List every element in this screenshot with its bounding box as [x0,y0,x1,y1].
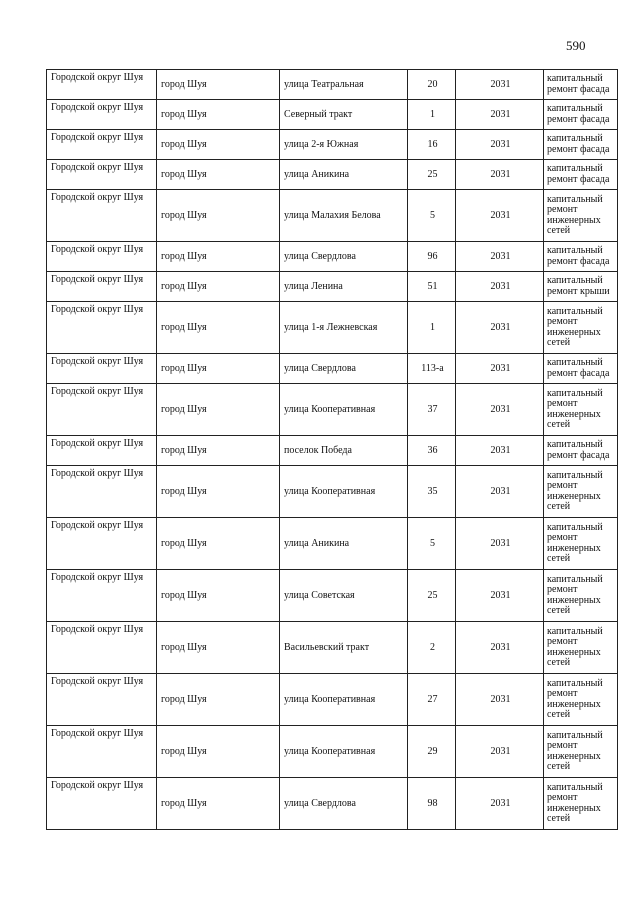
table-row [47,70,618,100]
cell-city: город Шуя [157,272,280,302]
page-number: 590 [566,38,586,53]
cell-street: улица Советская [280,570,408,622]
cell-work: капитальный ремонт инженерных сетей [544,778,618,830]
cell-work: капитальный ремонт инженерных сетей [544,674,618,726]
table-row [47,778,618,830]
cell-city: город Шуя [157,726,280,778]
cell-year: 2031 [456,160,544,190]
cell-year: 2031 [456,70,544,100]
cell-year: 2031 [456,272,544,302]
cell-work: капитальный ремонт инженерных сетей [544,384,618,436]
cell-district: Городской округ Шуя [47,674,157,726]
cell-district: Городской округ Шуя [47,778,157,830]
table-row [47,726,618,778]
cell-work: капитальный ремонт фасада [544,160,618,190]
cell-street: улица Кооперативная [280,674,408,726]
cell-district: Городской округ Шуя [47,70,157,100]
cell-street: улица Ленина [280,272,408,302]
cell-city: город Шуя [157,518,280,570]
cell-house: 25 [408,570,456,622]
cell-work: капитальный ремонт инженерных сетей [544,466,618,518]
cell-street: улица Аникина [280,160,408,190]
cell-city: город Шуя [157,160,280,190]
cell-year: 2031 [456,242,544,272]
cell-city: город Шуя [157,190,280,242]
cell-city: город Шуя [157,384,280,436]
table-body [47,70,618,830]
cell-year: 2031 [456,130,544,160]
cell-work: капитальный ремонт инженерных сетей [544,518,618,570]
cell-district: Городской округ Шуя [47,190,157,242]
cell-district: Городской округ Шуя [47,302,157,354]
cell-street: Северный тракт [280,100,408,130]
table-row [47,518,618,570]
cell-house: 16 [408,130,456,160]
cell-year: 2031 [456,674,544,726]
table-row [47,272,618,302]
cell-work: капитальный ремонт инженерных сетей [544,726,618,778]
cell-year: 2031 [456,354,544,384]
cell-year: 2031 [456,384,544,436]
table-row [47,570,618,622]
cell-street: улица Свердлова [280,778,408,830]
cell-work: капитальный ремонт инженерных сетей [544,622,618,674]
table-row [47,160,618,190]
table-row [47,384,618,436]
cell-house: 37 [408,384,456,436]
cell-street: улица Кооперативная [280,384,408,436]
cell-year: 2031 [456,466,544,518]
cell-street: улица Кооперативная [280,726,408,778]
cell-street: улица 2-я Южная [280,130,408,160]
cell-year: 2031 [456,570,544,622]
cell-house: 2 [408,622,456,674]
cell-work: капитальный ремонт крыши [544,272,618,302]
cell-city: город Шуя [157,622,280,674]
table-row [47,436,618,466]
cell-house: 27 [408,674,456,726]
table-row [47,466,618,518]
table-row [47,354,618,384]
cell-city: город Шуя [157,130,280,160]
cell-work: капитальный ремонт инженерных сетей [544,302,618,354]
table-row [47,302,618,354]
cell-street: улица Кооперативная [280,466,408,518]
cell-city: город Шуя [157,466,280,518]
cell-city: город Шуя [157,674,280,726]
cell-district: Городской округ Шуя [47,436,157,466]
cell-district: Городской округ Шуя [47,726,157,778]
cell-district: Городской округ Шуя [47,100,157,130]
table-row [47,190,618,242]
cell-district: Городской округ Шуя [47,622,157,674]
cell-city: город Шуя [157,242,280,272]
cell-work: капитальный ремонт фасада [544,100,618,130]
repair-schedule-table [46,69,618,830]
cell-year: 2031 [456,518,544,570]
cell-house: 51 [408,272,456,302]
cell-district: Городской округ Шуя [47,570,157,622]
table-row [47,674,618,726]
table-row [47,622,618,674]
cell-city: город Шуя [157,70,280,100]
cell-city: город Шуя [157,302,280,354]
cell-street: улица Малахия Белова [280,190,408,242]
cell-work: капитальный ремонт фасада [544,354,618,384]
cell-house: 25 [408,160,456,190]
table-row [47,242,618,272]
cell-house: 5 [408,190,456,242]
table-row [47,130,618,160]
cell-street: улица Театральная [280,70,408,100]
cell-district: Городской округ Шуя [47,242,157,272]
cell-house: 96 [408,242,456,272]
cell-work: капитальный ремонт фасада [544,242,618,272]
cell-street: поселок Победа [280,436,408,466]
cell-city: город Шуя [157,570,280,622]
cell-house: 29 [408,726,456,778]
cell-city: город Шуя [157,778,280,830]
cell-work: капитальный ремонт фасада [544,130,618,160]
cell-district: Городской округ Шуя [47,466,157,518]
cell-work: капитальный ремонт инженерных сетей [544,570,618,622]
cell-work: капитальный ремонт фасада [544,70,618,100]
cell-year: 2031 [456,190,544,242]
cell-house: 36 [408,436,456,466]
cell-year: 2031 [456,778,544,830]
cell-house: 98 [408,778,456,830]
cell-year: 2031 [456,436,544,466]
cell-district: Городской округ Шуя [47,384,157,436]
cell-street: улица Аникина [280,518,408,570]
cell-district: Городской округ Шуя [47,518,157,570]
cell-city: город Шуя [157,354,280,384]
cell-year: 2031 [456,622,544,674]
cell-street: улица Свердлова [280,242,408,272]
cell-house: 1 [408,302,456,354]
cell-district: Городской округ Шуя [47,130,157,160]
cell-year: 2031 [456,726,544,778]
cell-work: капитальный ремонт фасада [544,436,618,466]
cell-house: 5 [408,518,456,570]
cell-street: улица 1-я Лежневская [280,302,408,354]
cell-year: 2031 [456,100,544,130]
cell-street: улица Свердлова [280,354,408,384]
cell-house: 35 [408,466,456,518]
cell-street: Васильевский тракт [280,622,408,674]
cell-district: Городской округ Шуя [47,160,157,190]
table-row [47,100,618,130]
cell-house: 1 [408,100,456,130]
cell-year: 2031 [456,302,544,354]
cell-city: город Шуя [157,100,280,130]
cell-district: Городской округ Шуя [47,272,157,302]
cell-house: 20 [408,70,456,100]
cell-city: город Шуя [157,436,280,466]
cell-work: капитальный ремонт инженерных сетей [544,190,618,242]
cell-house: 113-а [408,354,456,384]
cell-district: Городской округ Шуя [47,354,157,384]
